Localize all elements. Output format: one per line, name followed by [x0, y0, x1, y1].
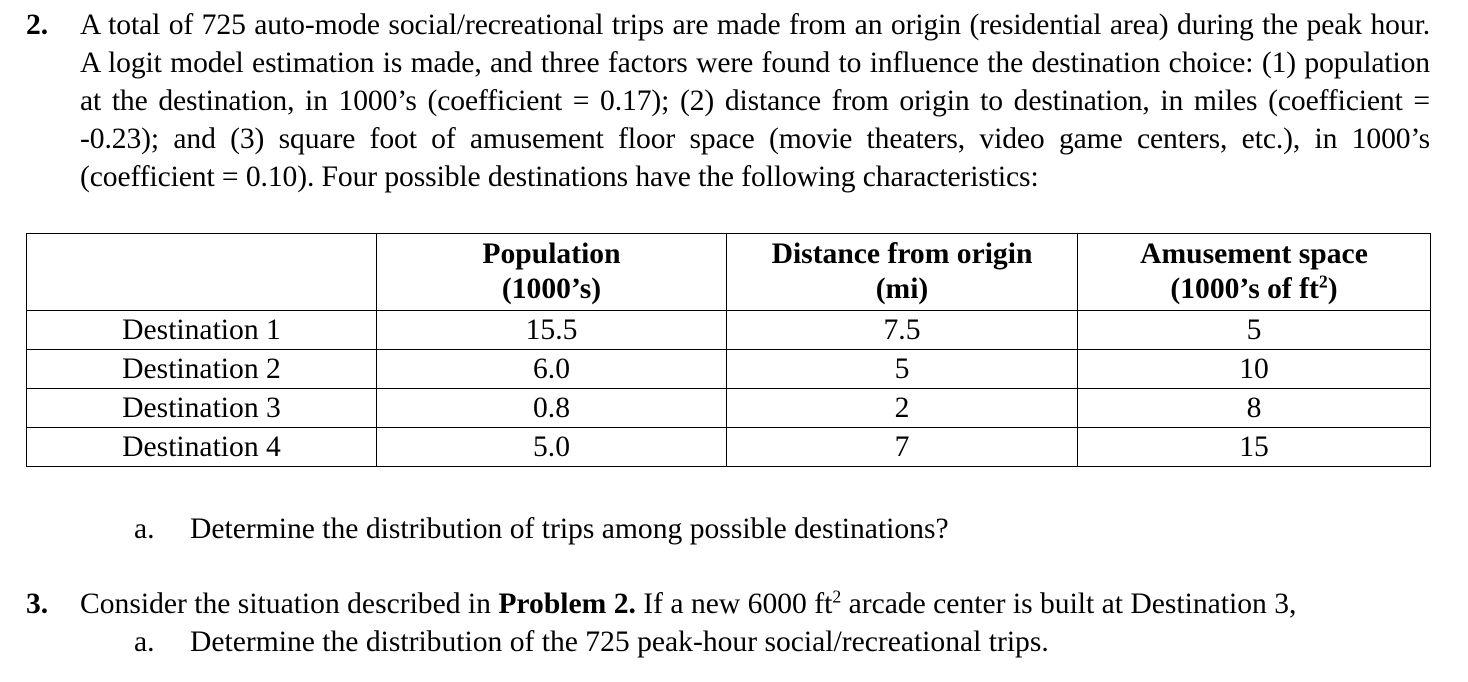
- cell-population: 15.5: [377, 311, 727, 350]
- header-amusement-line1: Amusement space: [1140, 238, 1368, 270]
- table-row: [27, 311, 1431, 350]
- problem-3-text-before: Consider the situation described in: [80, 588, 499, 620]
- question-text: Determine the distribution of trips among possible destinations?: [190, 513, 949, 545]
- problem-3-question-a: [26, 623, 1446, 661]
- cell-population: 6.0: [377, 350, 727, 389]
- cell-population: 5.0: [377, 428, 727, 467]
- question-letter: a.: [134, 626, 155, 658]
- cell-distance: 7: [727, 428, 1078, 467]
- problem-3-statement: [26, 585, 1446, 623]
- question-letter: a.: [134, 513, 155, 545]
- header-distance-line2: (mi): [875, 273, 929, 305]
- cell-amusement: 5: [1078, 311, 1431, 350]
- row-label: Destination 3: [27, 389, 377, 428]
- problem-2-text: A total of 725 auto-mode social/recreational trips are made from an origin (residential area) during the peak hour. A logit model estimation is made, and three factors were found to influence the destination choice: (1) population at the destination, in 1000’s (coefficient = 0.17); (2) distance from origin to destination, in miles (coefficient = -0.23); and (3) square foot of amusement floor space (movie theaters, video game centers, etc.), in 1000’s (coefficient = 0.10). Four possible destinations have the following characteristics:: [80, 9, 1430, 193]
- header-amusement-line2: (1000’s of ft: [1170, 273, 1319, 305]
- header-amusement-sup: 2: [1318, 271, 1328, 292]
- cell-amusement: 8: [1078, 389, 1431, 428]
- header-amusement-tail: ): [1327, 273, 1338, 305]
- problem-2: [26, 6, 1430, 196]
- problem-2-statement: [26, 6, 1430, 196]
- row-label: Destination 1: [27, 311, 377, 350]
- table-header-row: [27, 234, 1431, 311]
- table-row: [27, 428, 1431, 467]
- problem-3-text-mid: If a new 6000 ft: [635, 588, 833, 620]
- header-distance: [727, 234, 1078, 311]
- header-population-line1: Population: [482, 238, 621, 270]
- header-blank: [27, 234, 377, 311]
- problem-2-number: 2.: [26, 9, 48, 41]
- problem-3-text-after: arcade center is built at Destination 3,: [841, 588, 1297, 620]
- destinations-table: [26, 233, 1431, 467]
- row-label: Destination 4: [27, 428, 377, 467]
- cell-distance: 5: [727, 350, 1078, 389]
- cell-distance: 2: [727, 389, 1078, 428]
- problem-2-question-a: [134, 510, 949, 548]
- header-population-line2: (1000’s): [501, 273, 602, 305]
- problem-3: [26, 585, 1446, 661]
- header-distance-line1: Distance from origin: [771, 238, 1033, 270]
- problem-3-sup: 2: [832, 586, 842, 607]
- question-text: Determine the distribution of the 725 peak-hour social/recreational trips.: [190, 626, 1049, 658]
- cell-distance: 7.5: [727, 311, 1078, 350]
- cell-amusement: 15: [1078, 428, 1431, 467]
- row-label: Destination 2: [27, 350, 377, 389]
- table-row: [27, 389, 1431, 428]
- table-row: [27, 350, 1431, 389]
- cell-population: 0.8: [377, 389, 727, 428]
- problem-3-bold-ref: Problem 2.: [498, 588, 636, 620]
- header-amusement: [1078, 234, 1431, 311]
- problem-3-number: 3.: [26, 588, 49, 620]
- cell-amusement: 10: [1078, 350, 1431, 389]
- header-population: [377, 234, 727, 311]
